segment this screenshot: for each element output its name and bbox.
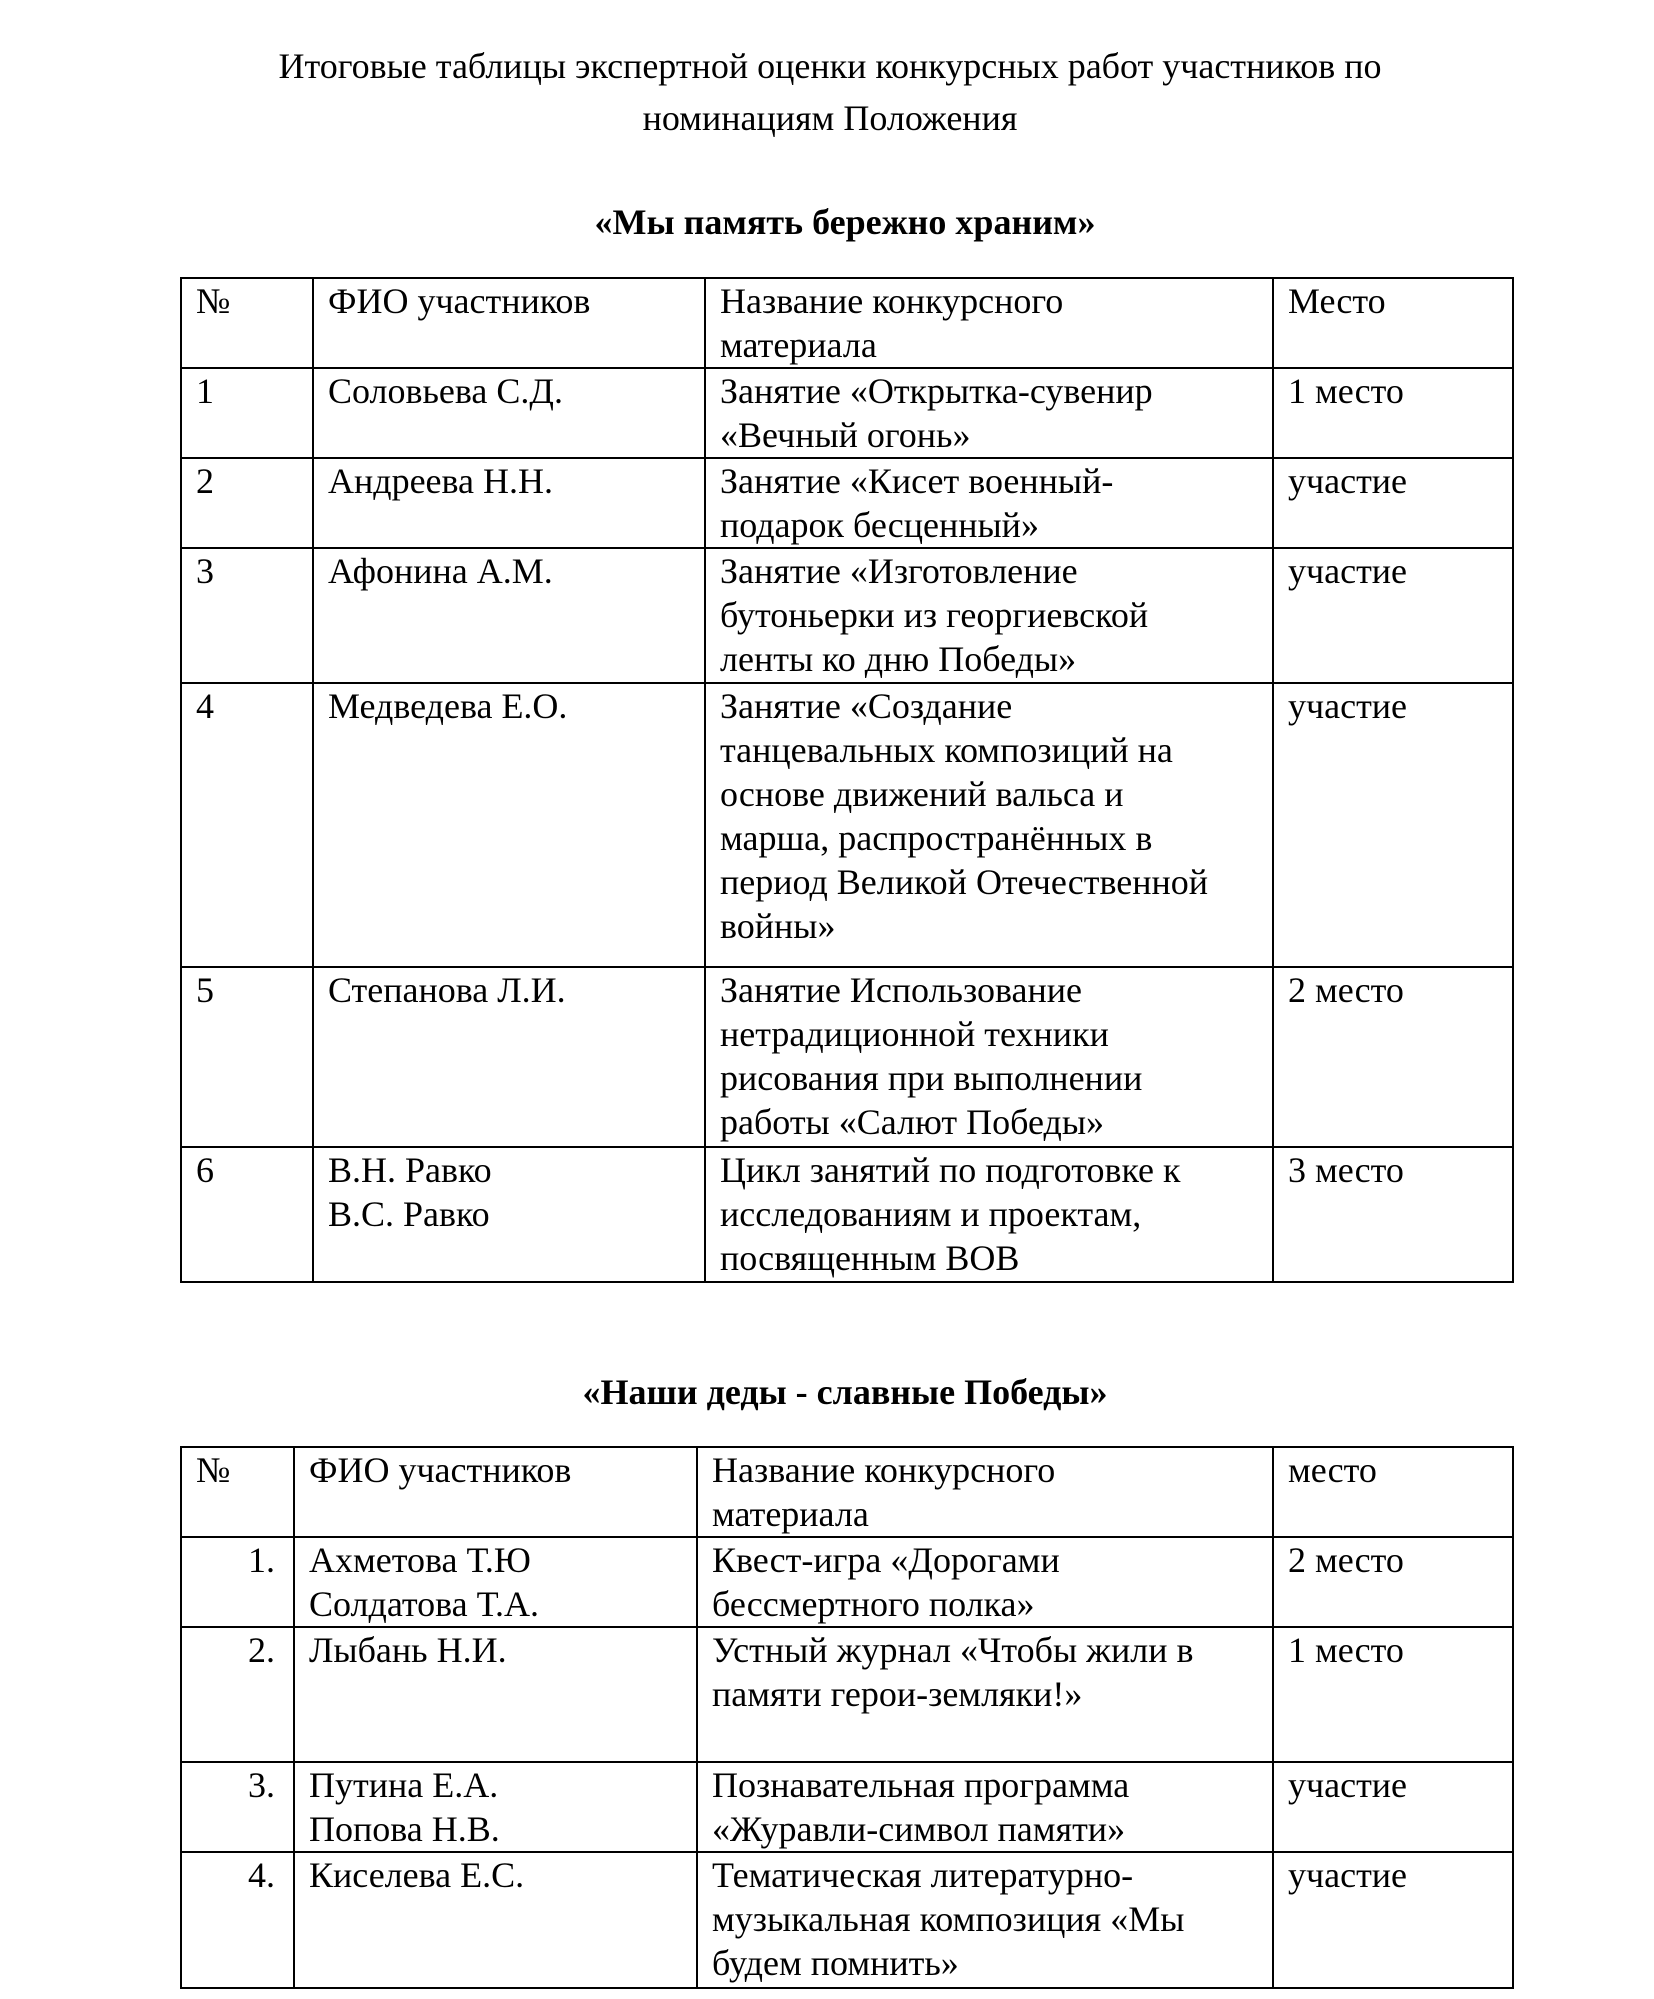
- material-line: музыкальная композиция «Мы: [712, 1899, 1185, 1939]
- header-number: №: [181, 278, 313, 368]
- material-title: [705, 967, 1273, 1147]
- material-line: Занятие Использование: [720, 970, 1082, 1010]
- place-result: участие: [1273, 1762, 1513, 1852]
- place-result: 2 место: [1273, 1537, 1513, 1627]
- participant-name: Ахметова Т.Ю: [309, 1540, 531, 1580]
- participant-name: Киселева Е.С.: [309, 1855, 525, 1895]
- participant-name: Медведева Е.О.: [328, 686, 568, 726]
- material-title: [705, 548, 1273, 683]
- section-2-heading: «Наши деды - славные Победы»: [582, 1372, 1108, 1412]
- material-line: Устный журнал «Чтобы жили в: [712, 1630, 1194, 1670]
- results-table-1: [180, 277, 1514, 1283]
- row-number: 6: [181, 1147, 313, 1282]
- participant-names: [313, 683, 705, 967]
- participant-name: В.Н. Равко: [328, 1150, 492, 1190]
- row-number: 1.: [181, 1537, 294, 1627]
- material-line: бессмертного полка»: [712, 1584, 1035, 1624]
- material-line: исследованиям и проектам,: [720, 1194, 1142, 1234]
- row-number: 4: [181, 683, 313, 967]
- material-line: Цикл занятий по подготовке к: [720, 1150, 1181, 1190]
- participant-name: Афонина А.М.: [328, 551, 553, 591]
- table-row: [181, 548, 1513, 683]
- material-line: памяти герои-земляки!»: [712, 1674, 1083, 1714]
- participant-names: [313, 548, 705, 683]
- material-line: работы «Салют Победы»: [720, 1102, 1105, 1142]
- material-title: [705, 683, 1273, 967]
- material-line: период Великой Отечественной: [720, 862, 1209, 902]
- participant-name: Андреева Н.Н.: [328, 461, 554, 501]
- participant-name: Попова Н.В.: [309, 1809, 500, 1849]
- material-line: «Вечный огонь»: [720, 415, 971, 455]
- participant-names: [294, 1852, 697, 1988]
- header-material-line-1: Название конкурсного: [712, 1450, 1056, 1490]
- participant-names: [313, 1147, 705, 1282]
- place-result: 2 место: [1273, 967, 1513, 1147]
- row-number: 3: [181, 548, 313, 683]
- material-line: нетрадиционной техники: [720, 1014, 1109, 1054]
- place-result: участие: [1273, 683, 1513, 967]
- document-title: [250, 40, 1410, 144]
- place-result: 3 место: [1273, 1147, 1513, 1282]
- material-line: Тематическая литературно-: [712, 1855, 1134, 1895]
- material-title: [697, 1627, 1273, 1762]
- material-title: [705, 458, 1273, 548]
- material-title: [697, 1852, 1273, 1988]
- material-line: Познавательная программа: [712, 1765, 1130, 1805]
- material-line: марша, распространённых в: [720, 818, 1153, 858]
- participant-name: Солдатова Т.А.: [309, 1584, 540, 1624]
- material-title: [705, 1147, 1273, 1282]
- table-row: [181, 1852, 1513, 1988]
- material-line: бутоньерки из георгиевской: [720, 595, 1149, 635]
- material-line: Занятие «Открытка-сувенир: [720, 371, 1153, 411]
- material-title: [705, 368, 1273, 458]
- material-line: рисования при выполнении: [720, 1058, 1143, 1098]
- material-line: будем помнить»: [712, 1943, 959, 1983]
- document-title-line-2: номинациям Положения: [642, 98, 1018, 138]
- table-row: [181, 368, 1513, 458]
- row-number: 2.: [181, 1627, 294, 1762]
- row-number: 3.: [181, 1762, 294, 1852]
- material-line: подарок бесценный»: [720, 505, 1039, 545]
- material-line: основе движений вальса и: [720, 774, 1124, 814]
- table-header-row: [181, 1447, 1513, 1537]
- participant-name: Лыбань Н.И.: [309, 1630, 507, 1670]
- material-line: Занятие «Кисет военный-: [720, 461, 1114, 501]
- results-table-2: [180, 1446, 1514, 1989]
- material-line: Занятие «Создание: [720, 686, 1013, 726]
- row-number: 2: [181, 458, 313, 548]
- material-line: танцевальных композиций на: [720, 730, 1173, 770]
- header-number: №: [181, 1447, 294, 1537]
- table-row: [181, 1147, 1513, 1282]
- header-participants: ФИО участников: [294, 1447, 697, 1537]
- participant-names: [313, 458, 705, 548]
- header-participants: ФИО участников: [313, 278, 705, 368]
- table-row: [181, 1762, 1513, 1852]
- material-title: [697, 1762, 1273, 1852]
- table-row: [181, 1627, 1513, 1762]
- participant-names: [294, 1537, 697, 1627]
- material-line: ленты ко дню Победы»: [720, 639, 1077, 679]
- material-line: Квест-игра «Дорогами: [712, 1540, 1060, 1580]
- header-material-line-2: материала: [720, 325, 877, 365]
- row-number: 5: [181, 967, 313, 1147]
- table-row: [181, 1537, 1513, 1627]
- place-result: 1 место: [1273, 368, 1513, 458]
- participant-names: [294, 1762, 697, 1852]
- header-place: Место: [1273, 278, 1513, 368]
- material-title: [697, 1537, 1273, 1627]
- row-number: 1: [181, 368, 313, 458]
- place-result: участие: [1273, 458, 1513, 548]
- header-material: [705, 278, 1273, 368]
- participant-name: В.С. Равко: [328, 1194, 490, 1234]
- table-row: [181, 683, 1513, 967]
- table-row: [181, 967, 1513, 1147]
- header-material-line-2: материала: [712, 1494, 869, 1534]
- material-line: Занятие «Изготовление: [720, 551, 1078, 591]
- header-material-line-1: Название конкурсного: [720, 281, 1064, 321]
- participant-names: [313, 368, 705, 458]
- table-header-row: [181, 278, 1513, 368]
- header-material: [697, 1447, 1273, 1537]
- place-result: участие: [1273, 1852, 1513, 1988]
- participant-names: [294, 1627, 697, 1762]
- participant-name: Степанова Л.И.: [328, 970, 566, 1010]
- place-result: участие: [1273, 548, 1513, 683]
- participant-names: [313, 967, 705, 1147]
- table-row: [181, 458, 1513, 548]
- document-title-line-1: Итоговые таблицы экспертной оценки конкурсных работ участников по: [278, 46, 1382, 86]
- row-number: 4.: [181, 1852, 294, 1988]
- material-line: войны»: [720, 906, 836, 946]
- material-line: посвященным ВОВ: [720, 1238, 1020, 1278]
- participant-name: Путина Е.А.: [309, 1765, 499, 1805]
- header-place: место: [1273, 1447, 1513, 1537]
- section-1-heading: «Мы память бережно храним»: [594, 202, 1096, 242]
- participant-name: Соловьева С.Д.: [328, 371, 563, 411]
- material-line: «Журавли-символ памяти»: [712, 1809, 1126, 1849]
- place-result: 1 место: [1273, 1627, 1513, 1762]
